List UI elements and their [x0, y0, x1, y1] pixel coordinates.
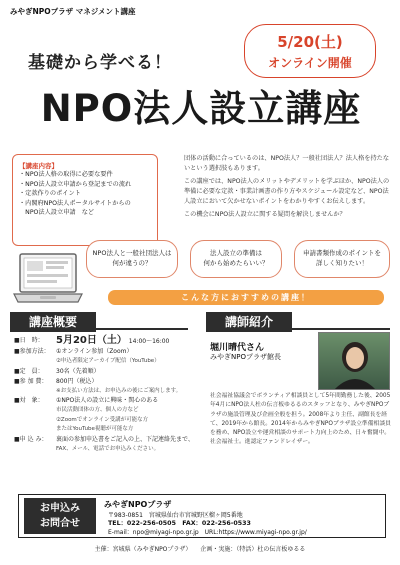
bubble-text: 何から始めたらいい？: [203, 259, 269, 267]
date-badge: [244, 24, 376, 78]
summary-label: ■日 時：: [14, 337, 44, 344]
intro-paragraph: この講座では、NPO法人のメリットやデメリットを学ぶほか、NPO法人の準備に必要な定款・事業計画書の作り方やスケジュール設定など、NPO法人設立において欠かせないポイントをわかりやすくお伝えします。: [184, 178, 390, 205]
series-label: みやぎNPOプラザ マネジメント講座: [10, 7, 136, 16]
summary-label: ■定 員：: [14, 367, 44, 375]
summary-subvalue: 市民活動団体の方、個人の方など: [56, 407, 139, 413]
summary-value: 裏面の参加申込書をご記入の上、下記連絡先まで、: [56, 435, 194, 443]
question-bubble-3: [294, 240, 390, 278]
summary-row-date: [14, 336, 200, 347]
intro-paragraph: この機会にNPO法人設立に関する疑問を解決しませんか？: [184, 211, 346, 218]
bubble-text: 詳しく知りたい！: [316, 259, 368, 267]
bubble-text: 何が違うの？: [112, 259, 152, 267]
phone-fax: TEL：022-256-0505 FAX：022-256-0533: [108, 520, 251, 527]
apply-contact-label: [24, 498, 96, 534]
summary-row-capacity: [14, 367, 200, 377]
lecturer-name: 堀川晴代さん: [210, 343, 265, 353]
lecturer-divider: [292, 328, 390, 330]
intro-text: [184, 154, 390, 223]
summary-row-target: [14, 396, 200, 406]
summary-subvalue: またはYouTube視聴が可能な方: [56, 426, 134, 432]
summary-label: ■参 加 費：: [14, 377, 48, 385]
summary-subvalue: ②申込者限定アーカイブ配信（YouTube）: [56, 358, 160, 364]
contents-heading: 【講座内容】: [19, 162, 58, 170]
contents-item: ・定款作りのポイント: [19, 190, 81, 197]
summary-subvalue: ※お支払い方法は、お申込みの後にご案内します。: [56, 387, 182, 394]
contents-item: ・NPO法人格の取得に必要な要件: [19, 171, 113, 178]
email-url[interactable]: E-mail：npo@miyagi-npo.gr.jp URL:https://www.miyagi-npo.gr.jp/: [108, 529, 307, 536]
date-value: 5月20日（土）: [56, 335, 127, 346]
laptop-illustration-icon: [12, 252, 84, 310]
summary-value: ①NPO法人の設立に興味・関心のある: [56, 397, 159, 404]
summary-value: [56, 336, 200, 347]
organization-name: みやぎNPOプラザ: [104, 500, 172, 509]
bubble-text: NPO法人と一般社団法人は: [92, 249, 172, 257]
contents-item: NPO法人設立申請 など: [19, 209, 95, 216]
page-title: NPO法人設立講座: [40, 87, 362, 130]
online-label: オンライン開催: [268, 56, 352, 70]
bubble-text: 法人設立の準備は: [210, 249, 262, 257]
course-contents-box: [12, 154, 158, 246]
contents-item: ・内閣府NPO法人ポータルサイトからの: [19, 199, 131, 207]
address: 〒983-0851 宮城県仙台市宮城野区榴ヶ岡5番地: [108, 512, 243, 519]
lecturer-bio: 社会福祉協議会でボランティア相談員として5年間勤務した後、2005年4月にNPO法人杜の伝言板ゆるるのスタッフとなり、みやぎNPOプラザの施設管理及び企画全般を担う。2008年より主任、副館長を経て、2019年から館長。2014年からみやぎNPOプラザ設立準備相談員を務め、NPO設立や運営相談のサポート力向上のため、日々奮闘中。社会福祉士。進認定ファンドレイザー。: [210, 393, 391, 446]
summary-heading: 講座概要: [10, 312, 96, 332]
summary-row-fee: [14, 377, 200, 387]
summary-row-apply: [14, 435, 200, 445]
summary-label: ■対 象：: [14, 397, 44, 404]
lecturer-heading: 講師紹介: [206, 312, 292, 332]
question-bubble-1: [86, 240, 178, 278]
page-subtitle: 基礎から学べる！: [28, 53, 172, 73]
lecturer-photo: [318, 332, 390, 390]
summary-value: 30名（先着順）: [56, 367, 100, 375]
bubble-text: 申請書類作成のポイントを: [303, 249, 381, 257]
apply-label-line: お申込み: [40, 503, 80, 514]
recommend-banner: こんな方におすすめの講座！: [108, 290, 384, 305]
event-date: 5/20(土): [277, 33, 343, 51]
person-icon: [319, 333, 390, 390]
summary-subvalue: ②Zoomでオンライン受講が可能な方: [56, 416, 149, 423]
contents-item: ・NPO法人設立申請から登記までの流れ: [19, 180, 132, 188]
sponsor-line: 主催：宮城県（みやぎNPOプラザ） 企画・実施：（特活）杜の伝言板ゆるる: [94, 546, 306, 553]
summary-subvalue: FAX、メール、電話でお申込みください。: [56, 445, 160, 452]
summary-label: ■申 込 み：: [14, 435, 48, 443]
question-bubble-2: [190, 240, 282, 278]
summary-row-method: [14, 347, 200, 357]
summary-label: ■参加方法：: [14, 348, 50, 355]
course-summary: [14, 336, 200, 454]
lecturer-affiliation: みやぎNPOプラザ館長: [210, 353, 281, 361]
time-value: 14:00～16:00: [128, 338, 170, 345]
apply-label-line: お問合せ: [40, 518, 80, 529]
summary-value: ①オンライン参加（Zoom）: [56, 348, 133, 355]
summary-value: 800円（税込）: [56, 377, 98, 385]
intro-paragraph: 団体の活動に合っているのは、NPO法人？一般社団法人？法人格を持たないという選択肢もあります。: [184, 155, 390, 172]
summary-divider: [96, 328, 188, 330]
